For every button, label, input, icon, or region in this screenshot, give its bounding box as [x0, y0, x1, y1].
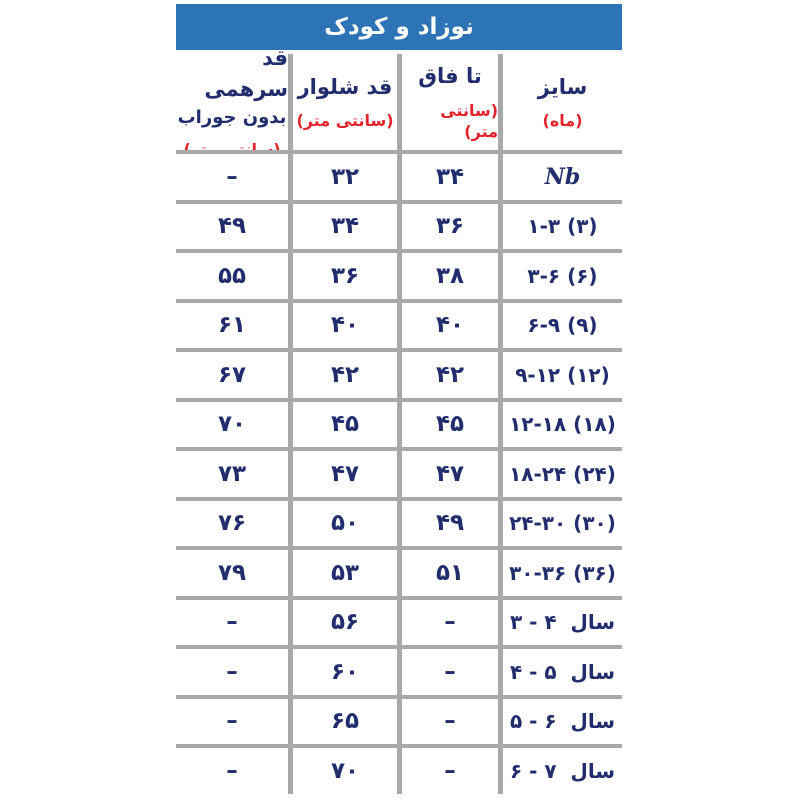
- cell-jumpsuit: ۷۰: [176, 398, 293, 448]
- cell-crotch: ۴۹: [402, 497, 503, 547]
- cell-jumpsuit: –: [176, 596, 293, 646]
- size-table: [176, 46, 622, 794]
- cell-pants: ۶۰: [293, 645, 402, 695]
- cell-size: ۴ - ۵ سال: [503, 645, 622, 695]
- cell-size: ۳۰-۳۶ (۳۶): [503, 546, 622, 596]
- cell-crotch: –: [402, 645, 503, 695]
- cell-size: Nb: [503, 150, 622, 200]
- cell-crotch: ۴۰: [402, 299, 503, 349]
- cell-crotch: ۴۷: [402, 447, 503, 497]
- cell-crotch: –: [402, 744, 503, 794]
- header-crotch-length: [402, 54, 503, 150]
- cell-size: ۲۴-۳۰ (۳۰): [503, 497, 622, 547]
- cell-jumpsuit: –: [176, 744, 293, 794]
- cell-size: ۱۲-۱۸ (۱۸): [503, 398, 622, 448]
- header-crotch-unit: (سانتی متر): [440, 100, 498, 141]
- header-jumpsuit-label2: بدون جوراب: [177, 107, 287, 129]
- cell-pants: ۳۲: [293, 150, 402, 200]
- cell-jumpsuit: –: [176, 645, 293, 695]
- cell-crotch: ۴۵: [402, 398, 503, 448]
- header-crotch-label: تا فاق: [418, 64, 482, 89]
- cell-crotch: –: [402, 596, 503, 646]
- cell-size: ۹-۱۲ (۱۲): [503, 348, 622, 398]
- cell-jumpsuit: –: [176, 150, 293, 200]
- table-title: نوزاد و کودک: [324, 14, 474, 40]
- cell-pants: ۷۰: [293, 744, 402, 794]
- header-size: [503, 54, 622, 150]
- cell-pants: ۴۷: [293, 447, 402, 497]
- header-pants-label: قد شلوار: [297, 74, 393, 99]
- cell-size: ۱-۳ (۳): [503, 200, 622, 250]
- cell-jumpsuit: ۷۶: [176, 497, 293, 547]
- cell-crotch: ۴۲: [402, 348, 503, 398]
- cell-size: ۳-۶ (۶): [503, 249, 622, 299]
- cell-pants: ۳۴: [293, 200, 402, 250]
- header-size-label: سایز: [537, 74, 588, 99]
- cell-crotch: –: [402, 695, 503, 745]
- header-jumpsuit-label: قد سرهمی: [204, 46, 288, 101]
- cell-jumpsuit: ۵۵: [176, 249, 293, 299]
- cell-pants: ۴۲: [293, 348, 402, 398]
- cell-jumpsuit: –: [176, 695, 293, 745]
- header-pants-unit: (سانتی متر): [296, 111, 394, 131]
- cell-pants: ۵۳: [293, 546, 402, 596]
- cell-jumpsuit: ۶۱: [176, 299, 293, 349]
- cell-pants: ۵۰: [293, 497, 402, 547]
- cell-crotch: ۵۱: [402, 546, 503, 596]
- cell-jumpsuit: ۷۳: [176, 447, 293, 497]
- cell-crotch: ۳۴: [402, 150, 503, 200]
- cell-pants: ۴۰: [293, 299, 402, 349]
- cell-jumpsuit: ۴۹: [176, 200, 293, 250]
- cell-size: ۶ - ۷ سال: [503, 744, 622, 794]
- header-size-unit: (ماه): [542, 111, 583, 131]
- cell-size: ۶-۹ (۹): [503, 299, 622, 349]
- cell-size: ۵ - ۶ سال: [503, 695, 622, 745]
- cell-pants: ۶۵: [293, 695, 402, 745]
- cell-crotch: ۳۶: [402, 200, 503, 250]
- header-pants-length: [293, 54, 402, 150]
- cell-pants: ۳۶: [293, 249, 402, 299]
- header-jumpsuit-length: [176, 46, 293, 150]
- cell-jumpsuit: ۷۹: [176, 546, 293, 596]
- cell-pants: ۴۵: [293, 398, 402, 448]
- cell-crotch: ۳۸: [402, 249, 503, 299]
- cell-size: ۱۸-۲۴ (۲۴): [503, 447, 622, 497]
- cell-size: ۳ - ۴ سال: [503, 596, 622, 646]
- cell-pants: ۵۶: [293, 596, 402, 646]
- cell-jumpsuit: ۶۷: [176, 348, 293, 398]
